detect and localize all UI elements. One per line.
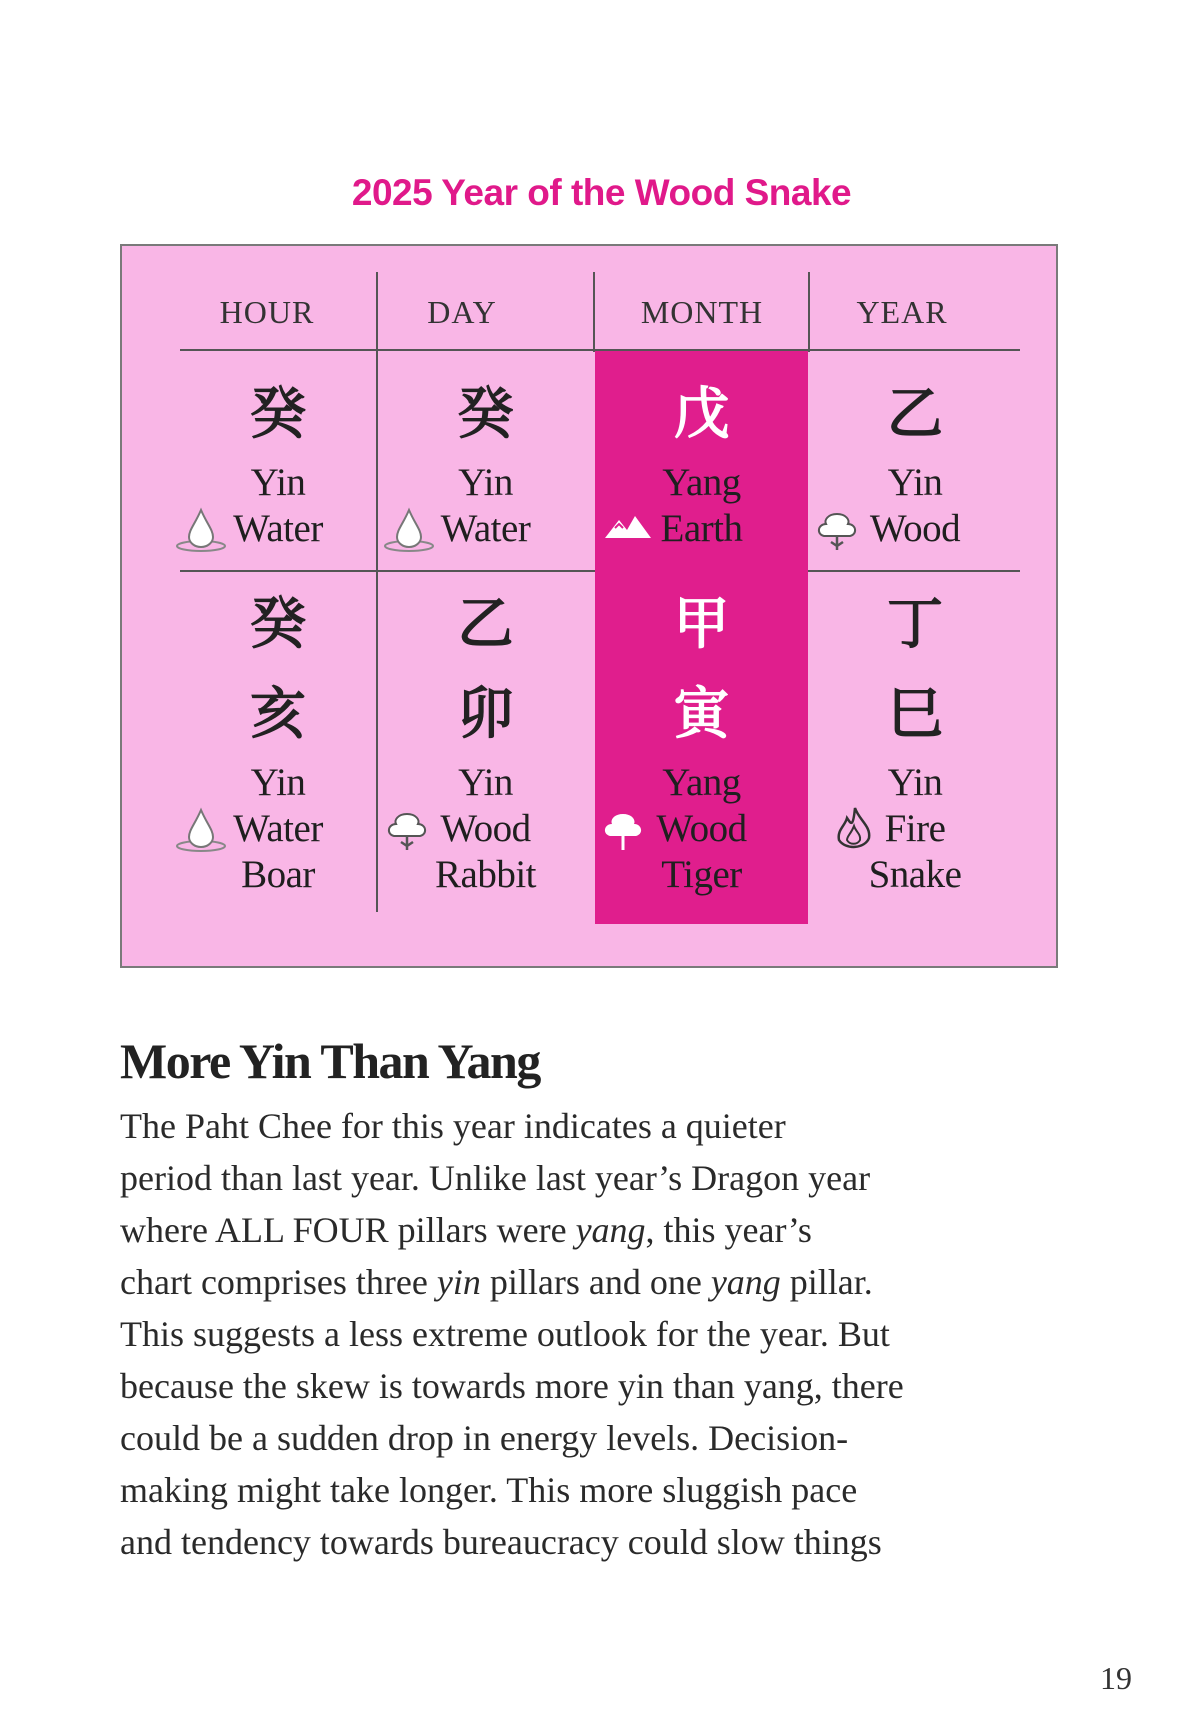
column-header-hour: HOUR bbox=[219, 294, 315, 330]
element-label: Wood bbox=[656, 807, 747, 850]
element-label: Earth bbox=[660, 507, 743, 550]
branch-char: 亥 bbox=[250, 682, 306, 747]
polarity-label: Yin bbox=[887, 761, 943, 804]
polarity-label: Yin bbox=[458, 761, 513, 804]
body-line: and tendency towards bureaucracy could slow things bbox=[120, 1522, 882, 1562]
polarity-label: Yin bbox=[250, 461, 306, 504]
row-divider-left bbox=[180, 570, 595, 572]
element-label: Fire bbox=[884, 807, 946, 850]
animal-label: Boar bbox=[241, 853, 315, 896]
branch-cell-month bbox=[595, 580, 808, 898]
stem-char: 癸 bbox=[250, 592, 306, 657]
stem-char: 戊 bbox=[673, 382, 730, 447]
stem-char: 甲 bbox=[673, 592, 730, 657]
body-line: chart comprises three yin pillars and one yang pillar. bbox=[120, 1262, 873, 1302]
tree-icon bbox=[596, 806, 650, 852]
body-line: The Paht Chee for this year indicates a quieter bbox=[120, 1106, 786, 1146]
polarity-label: Yin bbox=[458, 461, 513, 504]
body-line: because the skew is towards more yin than yang, there bbox=[120, 1366, 904, 1406]
body-paragraph bbox=[120, 1100, 1080, 1568]
stem-cell-day bbox=[378, 370, 593, 552]
stem-cell-hour bbox=[180, 370, 376, 552]
element-label: Water bbox=[233, 507, 323, 550]
stem-cell-month bbox=[595, 370, 808, 552]
column-header-day: DAY bbox=[427, 294, 497, 330]
polarity-label: Yin bbox=[887, 461, 943, 504]
section-heading: More Yin Than Yang bbox=[120, 1033, 540, 1089]
branch-cell-hour bbox=[180, 580, 376, 898]
flame-icon bbox=[825, 806, 879, 852]
stem-char: 癸 bbox=[457, 382, 514, 447]
element-label: Water bbox=[233, 807, 323, 850]
emphasis: yang bbox=[710, 1262, 781, 1302]
stem-char: 丁 bbox=[887, 592, 943, 657]
column-divider-3 bbox=[808, 272, 810, 352]
polarity-label: Yang bbox=[662, 761, 741, 804]
emphasis: yang bbox=[575, 1210, 646, 1250]
branch-char: 寅 bbox=[673, 682, 730, 747]
mountain-icon bbox=[601, 506, 655, 552]
body-line: where ALL FOUR pillars were yang, this year’s bbox=[120, 1210, 812, 1250]
animal-label: Tiger bbox=[661, 853, 742, 896]
branch-char: 卯 bbox=[457, 682, 514, 747]
tree-icon bbox=[810, 506, 864, 552]
body-line: This suggests a less extreme outlook for the year. But bbox=[120, 1314, 890, 1354]
branch-cell-day bbox=[378, 580, 593, 898]
column-header-month: MONTH bbox=[640, 294, 764, 330]
emphasis: yin bbox=[436, 1262, 481, 1302]
polarity-label: Yin bbox=[250, 761, 306, 804]
column-divider-2 bbox=[593, 272, 595, 352]
water-drop-icon bbox=[173, 806, 227, 852]
animal-label: Rabbit bbox=[435, 853, 536, 896]
chart-title: 2025 Year of the Wood Snake bbox=[351, 172, 852, 213]
water-drop-icon bbox=[381, 506, 435, 552]
water-drop-icon bbox=[173, 506, 227, 552]
stem-char: 乙 bbox=[457, 592, 514, 657]
body-line: period than last year. Unlike last year’s Dragon year bbox=[120, 1158, 871, 1198]
body-line: could be a sudden drop in energy levels. Decision- bbox=[120, 1418, 849, 1458]
row-divider-right bbox=[808, 570, 1020, 572]
element-label: Wood bbox=[440, 807, 531, 850]
paht-chee-chart bbox=[120, 244, 1058, 968]
stem-char: 癸 bbox=[250, 382, 306, 447]
polarity-label: Yang bbox=[662, 461, 741, 504]
page-number: 19 bbox=[1100, 1660, 1132, 1696]
stem-char: 乙 bbox=[887, 382, 943, 447]
animal-label: Snake bbox=[868, 853, 962, 896]
stem-cell-year bbox=[810, 370, 1020, 552]
branch-char: 巳 bbox=[887, 682, 943, 747]
column-header-year: YEAR bbox=[856, 294, 948, 330]
header-divider bbox=[180, 349, 1020, 351]
body-line: making might take longer. This more sluggish pace bbox=[120, 1470, 858, 1510]
branch-cell-year bbox=[810, 580, 1020, 898]
element-label: Water bbox=[440, 507, 531, 550]
tree-icon bbox=[380, 806, 434, 852]
element-label: Wood bbox=[869, 507, 961, 550]
